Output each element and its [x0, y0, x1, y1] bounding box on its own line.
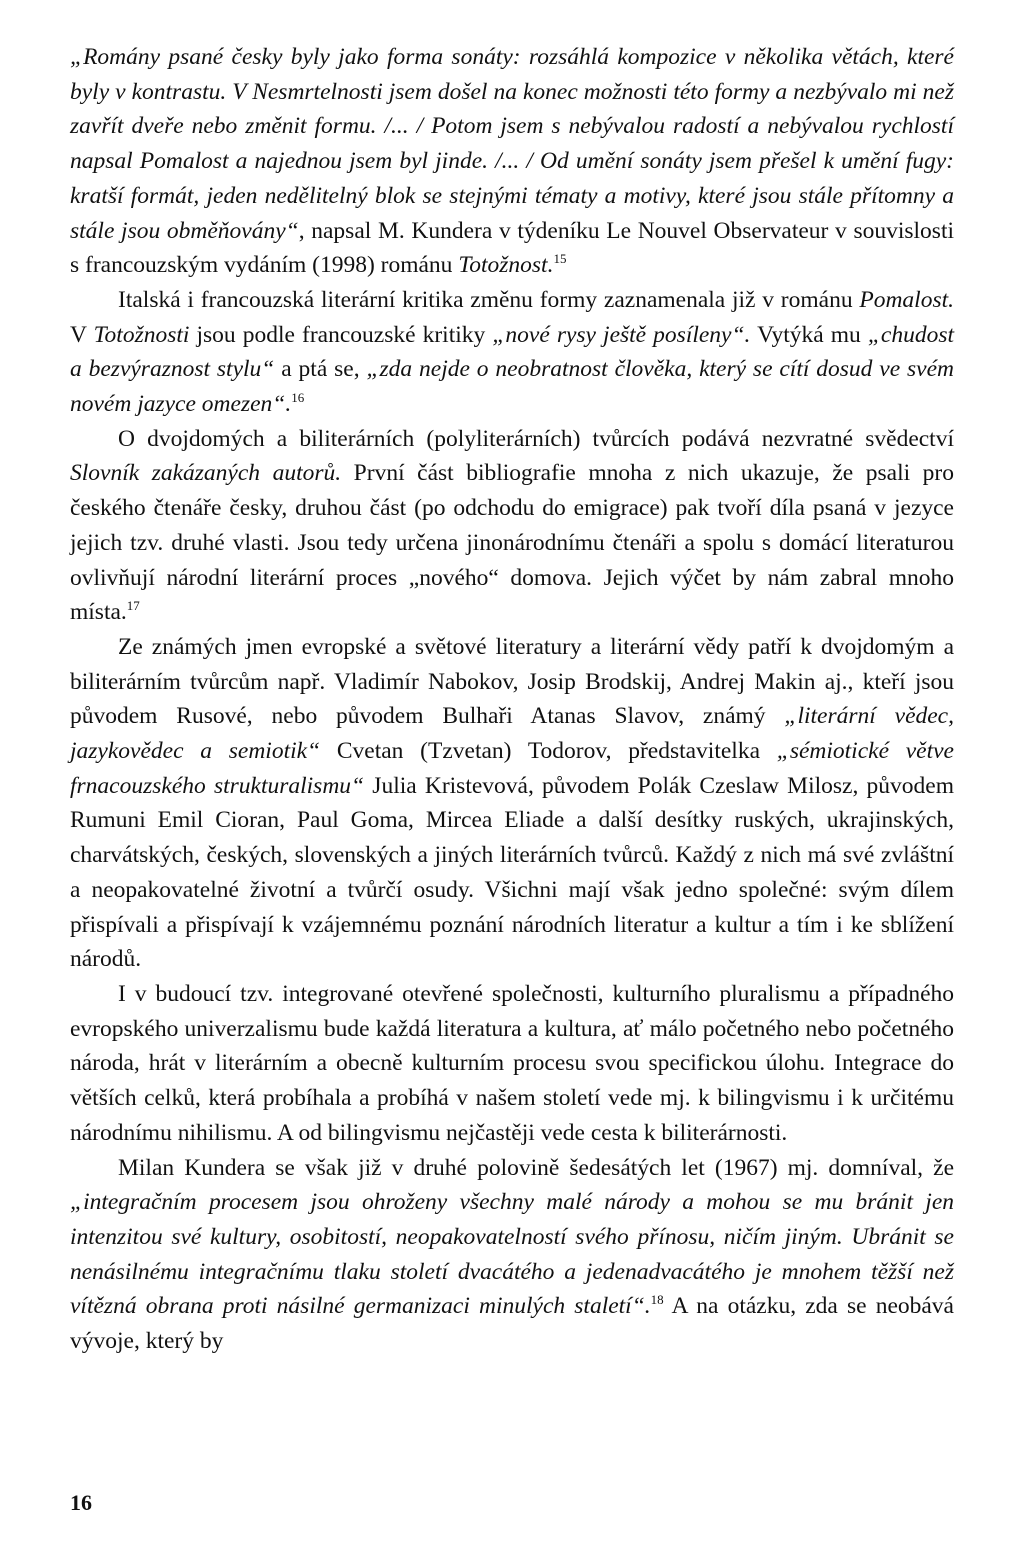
italic-quote: Pomalost. — [859, 286, 954, 313]
italic-quote: „sémiotické větve frnacouzského strukturalismu“ — [70, 738, 954, 799]
paragraph — [70, 283, 954, 422]
italic-quote: „integračním procesem jsou ohroženy všechny malé národy a mohou se mu bránit jen intenzitou své kultury, osobitostí, neopakovatelností svého přínosu, ničím jiným. Ubránit se nenásilnému integračnímu tlaku století dvacátého a jedenadvacátého je mnohem těžší než vítězná obrana proti násilné germanizaci minulých staletí“. — [70, 1189, 954, 1320]
text-run: , napsal M. Kundera v týdeníku Le Nouvel Observateur v souvislosti s francouzským vydáním (1998) románu — [70, 217, 955, 279]
text-run: I v budoucí tzv. integrované otevřené společnosti, kulturního pluralismu a případného evropského univerzalismu bude každá literatura a kultura, ať málo početného nebo početného národa, hrát v literárním a obecně kulturním procesu svou specifickou úlohu. Integrace do větších celků, která probíhala a probíhá v našem století vede mj. k bilingvismu i k určitému národnímu nihilismu. A od bilingvismu nejčastěji vede cesta k biliterárnosti. — [70, 980, 954, 1146]
paragraph — [70, 422, 954, 630]
paragraph — [70, 40, 954, 283]
text-run: A na otázku, zda se neobává vývoje, který by — [70, 1293, 954, 1355]
italic-quote: Totožnosti — [93, 321, 190, 348]
footnote-marker: 17 — [126, 598, 140, 614]
italic-quote: „literární vědec, jazykovědec a semiotik“ — [70, 703, 954, 765]
italic-quote: „Romány psané česky byly jako forma sonáty: rozsáhlá kompozice v několika větách, které byly v kontrastu. V Nesmrtelnosti jsem došel na konec možnosti této formy a nezbývalo mi než zavřít dveře nebo změnit formu. /... / Potom jsem s nebývalou radostí a nebývalou rychlostí napsal Pomalost a najednou jsem byl jinde. /... / Od umění sonáty jsem přešel k umění fugy: kratší formát, jeden nedělitelný blok se stejnými tématy a motivy, které jsou stále přítomny a stále jsou obměňovány“ — [70, 44, 954, 244]
text-run: Milan Kundera se však již v druhé polovině šedesátých let (1967) mj. domníval, že — [118, 1154, 954, 1181]
italic-quote: „chudost a bezvýraznost stylu“ — [70, 321, 955, 383]
footnote-marker: 16 — [291, 390, 305, 406]
paragraph — [70, 977, 954, 1151]
body-text — [70, 40, 954, 1359]
page-number: 16 — [70, 1490, 92, 1515]
text-run: Italská i francouzská literární kritika změnu formy zaznamenala již v románu — [118, 286, 860, 313]
footnote-marker: 15 — [553, 251, 567, 267]
italic-quote: „nové rysy ještě posíleny“. — [492, 321, 751, 348]
text-run: Cvetan (Tzvetan) Todorov, představitelka — [320, 738, 777, 765]
text-run: a ptá se, — [274, 356, 367, 383]
italic-quote: Totožnost. — [458, 252, 554, 279]
text-run: První část bibliografie mnoha z nich ukazuje, že psali pro českého čtenáře česky, druhou část (po odchodu do emigrace) pak tvoří díla psaná v jezyce jejich tzv. druhé vlasti. Jsou tedy určena jinonárodnímu čtenáři a spolu s domácí literaturou ovlivňují národní literární proces „nového“ domova. Jejich výčet by nám zabral mnoho místa. — [70, 460, 954, 626]
paragraph — [70, 1151, 954, 1359]
text-run: jsou podle francouzské kritiky — [189, 321, 493, 348]
italic-quote: „zda nejde o neobratnost člověka, který se cítí dosud ve svém novém jazyce omezen“. — [70, 356, 954, 418]
italic-quote: Slovník zakázaných autorů. — [70, 460, 342, 487]
text-run: V — [70, 321, 94, 348]
text-run: Ze známých jmen evropské a světové literatury a literární vědy patří k dvojdomým a biliterárním tvůrcům např. Vladimír Nabokov, Josip Brodskij, Andrej Makin aj., kteří jsou původem Rusové, nebo původem Bulhaři Atanas Slavov, známý — [70, 633, 954, 730]
text-run: Julia Kristevová, původem Polák Czeslaw Milosz, původem Rumuni Emil Cioran, Paul Goma, Mircea Eliade a další desítky ruských, ukrajinských, charvátských, českých, slovenských a jiných literárních tvůrců. Každý z nich má své zvláštní a neopakovatelné životní a tvůrčí osudy. Všichni mají však jedno společné: svým dílem přispívali a přispívají k vzájemnému poznání národních literatur a kultur a tím i ke sblížení národů. — [70, 772, 954, 973]
text-run: Vytýká mu — [750, 321, 868, 348]
paragraph — [70, 630, 954, 977]
text-run: O dvojdomých a biliterárních (polyliterárních) tvůrcích podává nezvratné svědectví — [118, 425, 954, 452]
footnote-marker: 18 — [650, 1292, 664, 1308]
